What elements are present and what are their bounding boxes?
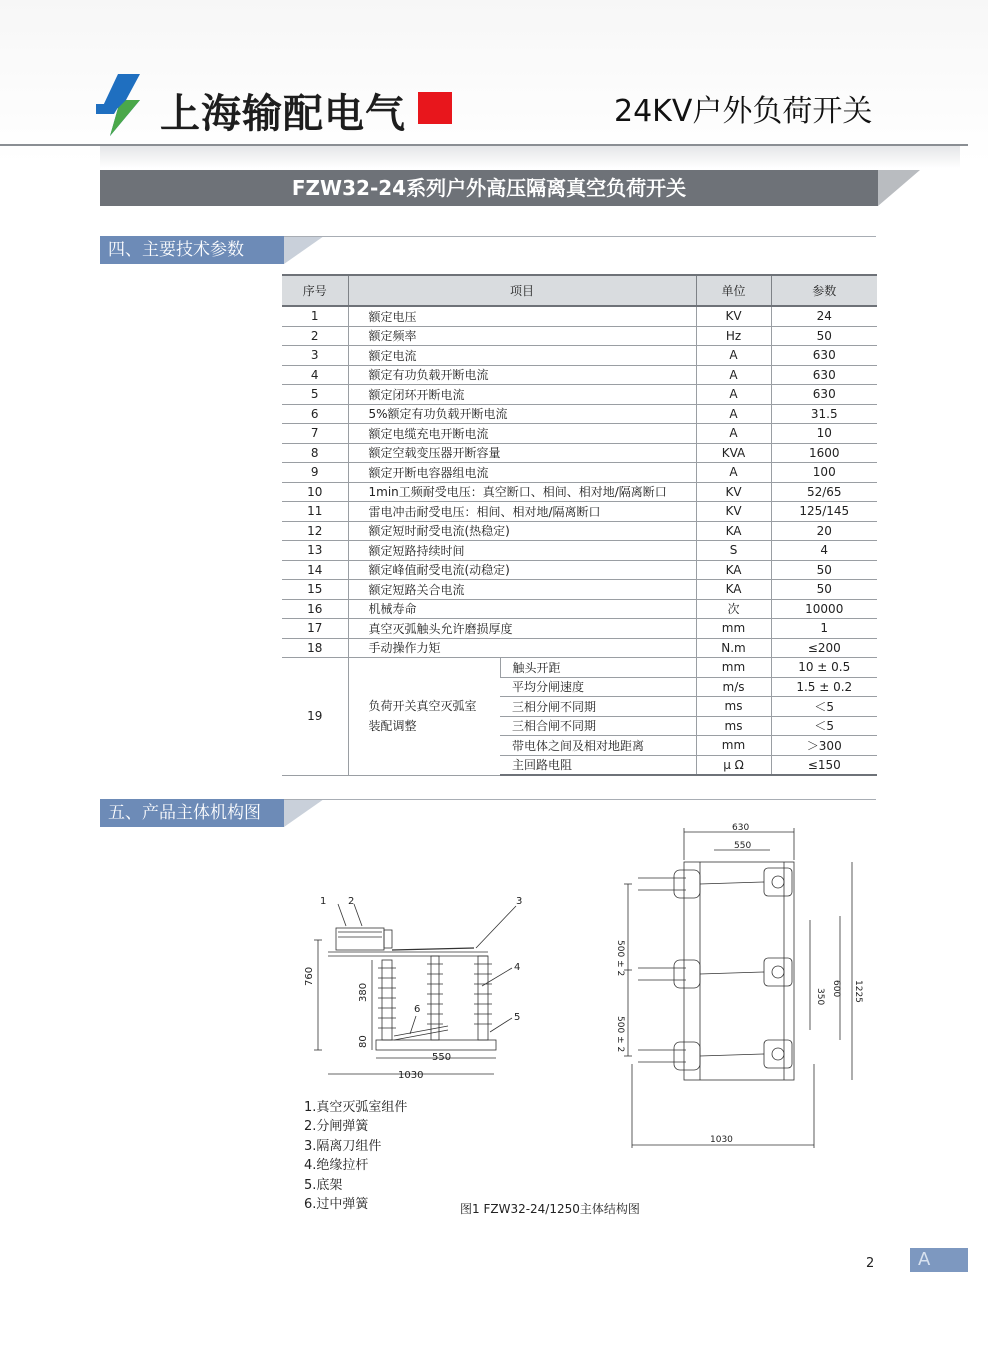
cell-item: 手动操作力矩 (348, 638, 696, 658)
cell-subitem: 三相分闸不同期 (500, 697, 696, 717)
cell-no: 6 (282, 404, 348, 424)
table-row (282, 619, 877, 639)
cell-unit: A (696, 424, 771, 444)
cell-item: 额定峰值耐受电流(动稳定) (348, 560, 696, 580)
cell-unit: mm (696, 619, 771, 639)
cell-subitem: 触头开距 (500, 658, 696, 678)
cell-value: 1600 (771, 443, 877, 463)
vacuum-chamber (336, 928, 384, 950)
section-header-params: 四、主要技术参数 (100, 236, 284, 264)
cell-value: ≤150 (771, 755, 877, 775)
group-label-line1: 负荷开关真空灭弧室 (368, 699, 477, 714)
cell-no: 1 (282, 306, 348, 326)
cell-no: 16 (282, 599, 348, 619)
cell-no: 7 (282, 424, 348, 444)
table-row (282, 306, 877, 326)
table-row (282, 638, 877, 658)
cell-no: 5 (282, 385, 348, 405)
section-rule (284, 799, 876, 800)
cell-value: 100 (771, 463, 877, 483)
cell-no: 15 (282, 580, 348, 600)
table-row (282, 346, 877, 366)
cell-no: 17 (282, 619, 348, 639)
cell-unit: S (696, 541, 771, 561)
cell-item: 额定电流 (348, 346, 696, 366)
svg-text:550: 550 (432, 1052, 452, 1063)
phase-b (638, 958, 792, 988)
phase-c (638, 1040, 792, 1070)
table-row (282, 502, 877, 522)
cell-unit: A (696, 404, 771, 424)
legend-item: 1.真空灭弧室组件 (304, 1100, 408, 1115)
page-number: 2 (866, 1256, 875, 1271)
cell-value: 31.5 (771, 404, 877, 424)
cell-unit: A (696, 385, 771, 405)
svg-text:380: 380 (358, 982, 369, 1002)
logo-bolt-icon (96, 74, 158, 136)
cell-unit: KV (696, 482, 771, 502)
cell-unit: μ Ω (696, 755, 771, 775)
legend-item: 3.隔离刀组件 (304, 1138, 382, 1154)
table-row (282, 580, 877, 600)
table-row (282, 521, 877, 541)
cell-unit: A (696, 365, 771, 385)
svg-text:500 ± 2: 500 ± 2 (615, 940, 625, 977)
table-row (282, 385, 877, 405)
svg-text:6: 6 (414, 1004, 421, 1015)
table-row (282, 404, 877, 424)
svg-text:80: 80 (358, 1035, 369, 1048)
phase-a (638, 868, 792, 898)
figure-caption: 图1 FZW32-24/1250主体结构图 (460, 1202, 640, 1216)
cell-value: 20 (771, 521, 877, 541)
legend-item: 2.分闸弹簧 (304, 1119, 369, 1135)
cell-item: 额定闭环开断电流 (348, 385, 696, 405)
svg-text:5: 5 (514, 1012, 521, 1023)
cell-value: 50 (771, 326, 877, 346)
brand-logo-text: 上海输配电气 (160, 91, 406, 137)
cell-item: 额定频率 (348, 326, 696, 346)
table-row (282, 599, 877, 619)
insulator-left (378, 960, 396, 1040)
cell-unit: mm (696, 658, 771, 678)
banner-triangle (878, 170, 920, 206)
cell-value: 4 (771, 541, 877, 561)
cell-value: ＜5 (771, 716, 877, 736)
table-row (282, 541, 877, 561)
cell-value: ≤200 (771, 638, 877, 658)
side-view-drawing (298, 890, 538, 1090)
svg-text:4: 4 (514, 962, 521, 973)
col-header-value: 参数 (771, 275, 877, 306)
cell-item: 机械寿命 (348, 599, 696, 619)
svg-text:1: 1 (320, 896, 327, 907)
cell-value: 52/65 (771, 482, 877, 502)
legend-item: 5.底架 (304, 1177, 343, 1193)
table-row (282, 326, 877, 346)
col-header-unit: 单位 (696, 275, 771, 306)
cell-unit: 次 (696, 599, 771, 619)
cell-no: 11 (282, 502, 348, 522)
svg-text:600: 600 (831, 980, 841, 998)
svg-text:350: 350 (815, 988, 825, 1006)
cell-value: ＞300 (771, 736, 877, 756)
cell-item: 额定短路关合电流 (348, 580, 696, 600)
cell-unit: Hz (696, 326, 771, 346)
cell-unit: m/s (696, 677, 771, 697)
cell-value: 10 (771, 424, 877, 444)
cell-unit: KV (696, 502, 771, 522)
product-line-title: 24KV户外负荷开关 (614, 94, 873, 129)
cell-value: 24 (771, 306, 877, 326)
group-label-line2: 装配调整 (368, 719, 417, 734)
cell-no: 10 (282, 482, 348, 502)
spec-table (282, 274, 877, 776)
svg-text:500 ± 2: 500 ± 2 (615, 1016, 625, 1053)
table-row (282, 482, 877, 502)
insulator-right (474, 956, 492, 1040)
cell-unit: KA (696, 521, 771, 541)
svg-text:550: 550 (734, 841, 752, 851)
cell-item: 额定电缆充电开断电流 (348, 424, 696, 444)
cell-item: 额定短路持续时间 (348, 541, 696, 561)
cell-subitem: 平均分闸速度 (500, 677, 696, 697)
cell-item: 5%额定有功负载开断电流 (348, 404, 696, 424)
section-header-structure: 五、产品主体机构图 (100, 799, 284, 827)
parts-legend (304, 1098, 407, 1214)
cell-value: 50 (771, 560, 877, 580)
legend-item: 6.过中弹簧 (304, 1197, 369, 1213)
cell-value: 1 (771, 619, 877, 639)
cell-unit: ms (696, 716, 771, 736)
cell-no: 4 (282, 365, 348, 385)
section-triangle (284, 799, 324, 827)
svg-text:3: 3 (516, 896, 523, 907)
col-header-item: 项目 (348, 275, 696, 306)
cell-value: 1.5 ± 0.2 (771, 677, 877, 697)
cell-value: 630 (771, 365, 877, 385)
svg-text:1030: 1030 (398, 1070, 424, 1081)
cell-value: 10 ± 0.5 (771, 658, 877, 678)
cell-item-group (348, 658, 500, 776)
cell-subitem: 带电体之间及相对地距离 (500, 736, 696, 756)
section-triangle (284, 236, 324, 264)
cell-item: 真空灭弧触头允许磨损厚度 (348, 619, 696, 639)
cell-no: 12 (282, 521, 348, 541)
cell-no: 3 (282, 346, 348, 366)
logo-red-square (418, 92, 452, 124)
table-row (282, 424, 877, 444)
cell-no: 14 (282, 560, 348, 580)
cell-item: 额定开断电容器组电流 (348, 463, 696, 483)
cell-value: 10000 (771, 599, 877, 619)
table-row (282, 443, 877, 463)
svg-text:760: 760 (304, 966, 315, 986)
svg-text:2: 2 (348, 896, 355, 907)
table-header-row (282, 275, 877, 306)
cell-unit: KA (696, 580, 771, 600)
cell-unit: A (696, 346, 771, 366)
header-shadow (100, 146, 960, 168)
cell-no: 13 (282, 541, 348, 561)
banner-title: FZW32-24系列户外高压隔离真空负荷开关 (291, 176, 687, 200)
cell-unit: KV (696, 306, 771, 326)
page-tab: A (910, 1248, 968, 1272)
table-row (282, 463, 877, 483)
section-rule (284, 236, 876, 237)
cell-no: 19 (282, 658, 348, 776)
cell-unit: mm (696, 736, 771, 756)
cell-item: 额定空载变压器开断容量 (348, 443, 696, 463)
cell-value: 50 (771, 580, 877, 600)
table-row (282, 365, 877, 385)
legend-item: 4.绝缘拉杆 (304, 1158, 369, 1174)
cell-value: 630 (771, 385, 877, 405)
cell-unit: KA (696, 560, 771, 580)
cell-value: 630 (771, 346, 877, 366)
cell-unit: A (696, 463, 771, 483)
svg-text:1225: 1225 (853, 980, 863, 1003)
top-view-drawing (614, 820, 874, 1150)
cell-item: 额定短时耐受电流(热稳定) (348, 521, 696, 541)
cell-unit: KVA (696, 443, 771, 463)
cell-no: 2 (282, 326, 348, 346)
cell-subitem: 三相合闸不同期 (500, 716, 696, 736)
cell-subitem: 主回路电阻 (500, 755, 696, 775)
col-header-no: 序号 (282, 275, 348, 306)
cell-no: 9 (282, 463, 348, 483)
svg-text:630: 630 (732, 823, 750, 833)
cell-item: 1min工频耐受电压：真空断口、相间、相对地/隔离断口 (348, 482, 696, 502)
cell-item: 额定有功负载开断电流 (348, 365, 696, 385)
frame-outline (684, 862, 794, 1080)
table-row (282, 560, 877, 580)
cell-item: 雷电冲击耐受电压：相间、相对地/隔离断口 (348, 502, 696, 522)
table-row (282, 658, 877, 678)
cell-item: 额定电压 (348, 306, 696, 326)
svg-text:1030: 1030 (710, 1135, 733, 1145)
base-frame (376, 1040, 496, 1050)
cell-no: 8 (282, 443, 348, 463)
cell-unit: ms (696, 697, 771, 717)
cell-value: ＜5 (771, 697, 877, 717)
cell-value: 125/145 (771, 502, 877, 522)
cell-no: 18 (282, 638, 348, 658)
cell-unit: N.m (696, 638, 771, 658)
